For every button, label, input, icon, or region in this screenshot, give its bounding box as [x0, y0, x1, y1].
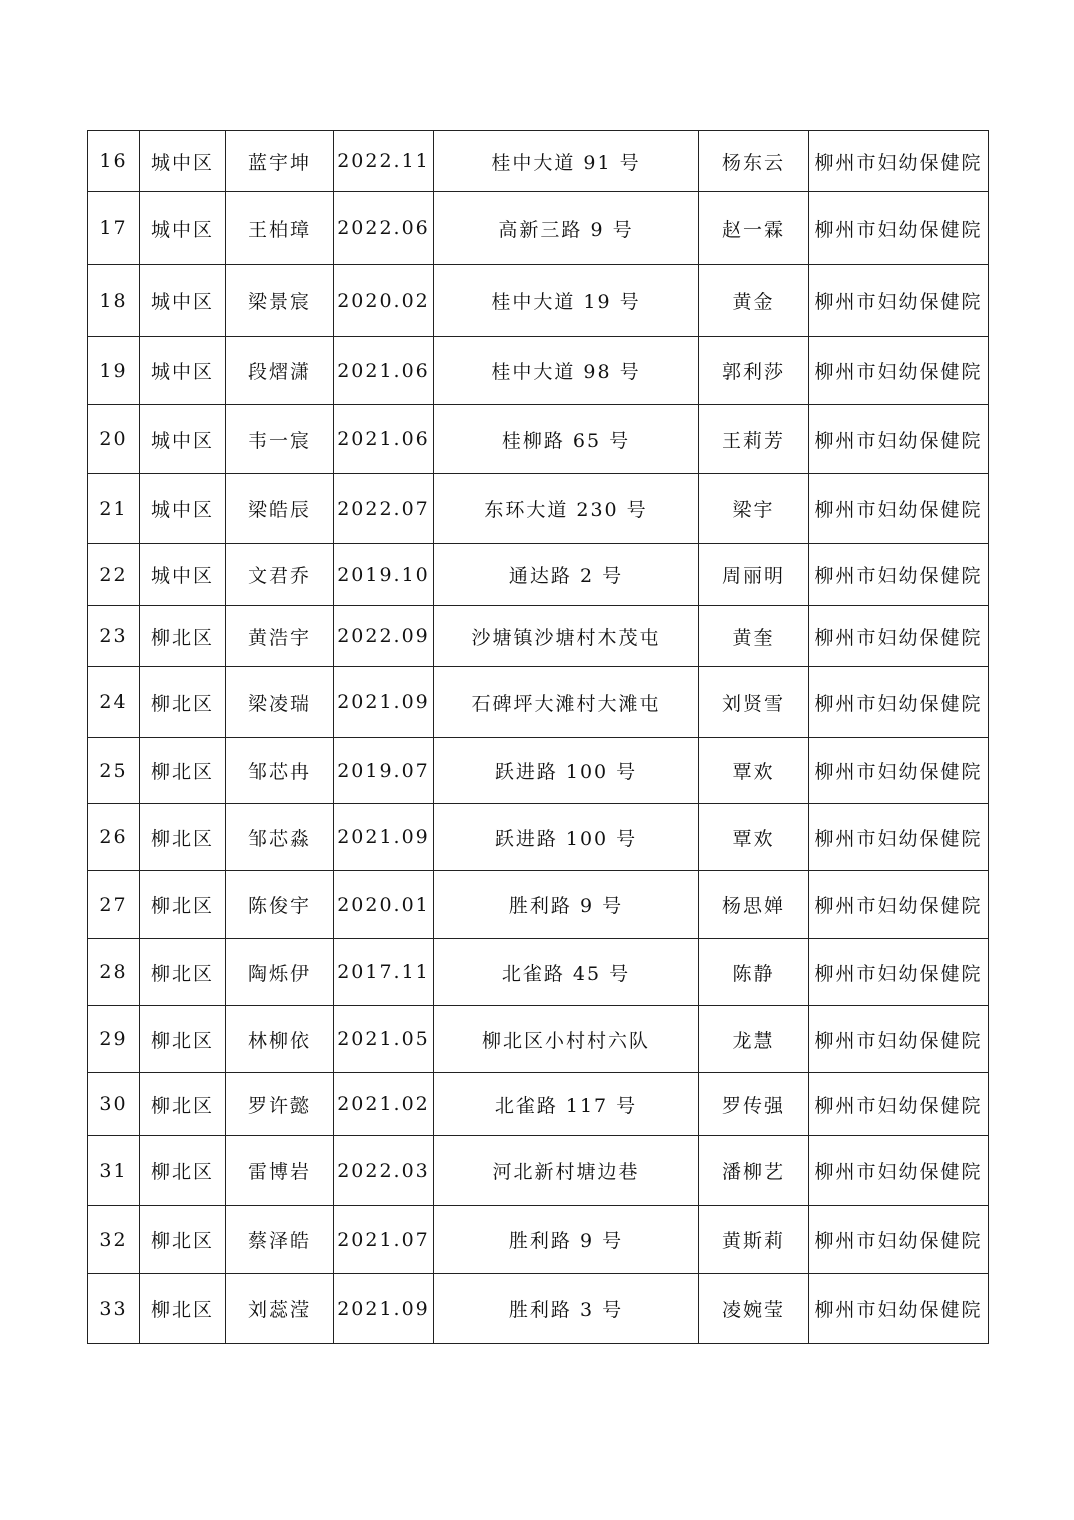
district-cell: 城中区 — [140, 405, 226, 474]
hospital-cell: 柳州市妇幼保健院 — [809, 544, 989, 606]
address-cell: 石碑坪大滩村大滩屯 — [434, 667, 699, 738]
date-cell: 2021.06 — [334, 405, 434, 474]
table-row — [88, 337, 989, 405]
guardian-cell: 罗传强 — [699, 1073, 809, 1136]
district-cell: 城中区 — [140, 544, 226, 606]
date-cell: 2021.09 — [334, 1274, 434, 1344]
address-cell: 跃进路 100 号 — [434, 804, 699, 871]
district-cell: 柳北区 — [140, 1006, 226, 1073]
district-cell: 城中区 — [140, 337, 226, 405]
row-number: 30 — [88, 1073, 140, 1136]
row-number: 29 — [88, 1006, 140, 1073]
address-cell: 胜利路 9 号 — [434, 871, 699, 939]
guardian-cell: 凌婉莹 — [699, 1274, 809, 1344]
table-row — [88, 1073, 989, 1136]
hospital-cell: 柳州市妇幼保健院 — [809, 337, 989, 405]
address-cell: 桂柳路 65 号 — [434, 405, 699, 474]
table-row — [88, 1136, 989, 1206]
hospital-cell: 柳州市妇幼保健院 — [809, 1274, 989, 1344]
hospital-cell: 柳州市妇幼保健院 — [809, 1206, 989, 1274]
name-cell: 梁皓辰 — [226, 474, 334, 544]
hospital-cell: 柳州市妇幼保健院 — [809, 871, 989, 939]
date-cell: 2021.05 — [334, 1006, 434, 1073]
hospital-cell: 柳州市妇幼保健院 — [809, 738, 989, 804]
guardian-cell: 潘柳艺 — [699, 1136, 809, 1206]
name-cell: 雷博岩 — [226, 1136, 334, 1206]
address-cell: 跃进路 100 号 — [434, 738, 699, 804]
name-cell: 黄浩宇 — [226, 606, 334, 667]
guardian-cell: 郭利莎 — [699, 337, 809, 405]
row-number: 18 — [88, 265, 140, 337]
hospital-cell: 柳州市妇幼保健院 — [809, 131, 989, 192]
table-row — [88, 544, 989, 606]
table-row — [88, 192, 989, 265]
table-row — [88, 738, 989, 804]
table-row — [88, 131, 989, 192]
name-cell: 邹芯淼 — [226, 804, 334, 871]
hospital-cell: 柳州市妇幼保健院 — [809, 192, 989, 265]
date-cell: 2019.10 — [334, 544, 434, 606]
date-cell: 2022.06 — [334, 192, 434, 265]
guardian-cell: 刘贤雪 — [699, 667, 809, 738]
row-number: 24 — [88, 667, 140, 738]
name-cell: 梁景宸 — [226, 265, 334, 337]
date-cell: 2022.03 — [334, 1136, 434, 1206]
guardian-cell: 赵一霖 — [699, 192, 809, 265]
name-cell: 韦一宸 — [226, 405, 334, 474]
address-cell: 东环大道 230 号 — [434, 474, 699, 544]
name-cell: 王柏璋 — [226, 192, 334, 265]
guardian-cell: 周丽明 — [699, 544, 809, 606]
date-cell: 2021.07 — [334, 1206, 434, 1274]
table-row — [88, 606, 989, 667]
date-cell: 2022.07 — [334, 474, 434, 544]
row-number: 23 — [88, 606, 140, 667]
guardian-cell: 梁宇 — [699, 474, 809, 544]
roster-body — [88, 131, 989, 1344]
row-number: 17 — [88, 192, 140, 265]
name-cell: 段熠潇 — [226, 337, 334, 405]
table-row — [88, 265, 989, 337]
hospital-cell: 柳州市妇幼保健院 — [809, 265, 989, 337]
hospital-cell: 柳州市妇幼保健院 — [809, 804, 989, 871]
district-cell: 城中区 — [140, 474, 226, 544]
date-cell: 2021.09 — [334, 804, 434, 871]
address-cell: 桂中大道 91 号 — [434, 131, 699, 192]
hospital-cell: 柳州市妇幼保健院 — [809, 939, 989, 1006]
table-row — [88, 939, 989, 1006]
table-row — [88, 804, 989, 871]
row-number: 16 — [88, 131, 140, 192]
hospital-cell: 柳州市妇幼保健院 — [809, 1006, 989, 1073]
guardian-cell: 杨东云 — [699, 131, 809, 192]
row-number: 27 — [88, 871, 140, 939]
name-cell: 罗许懿 — [226, 1073, 334, 1136]
guardian-cell: 杨思婵 — [699, 871, 809, 939]
address-cell: 北雀路 45 号 — [434, 939, 699, 1006]
row-number: 21 — [88, 474, 140, 544]
row-number: 32 — [88, 1206, 140, 1274]
table-row — [88, 1274, 989, 1344]
row-number: 19 — [88, 337, 140, 405]
guardian-cell: 陈静 — [699, 939, 809, 1006]
hospital-cell: 柳州市妇幼保健院 — [809, 474, 989, 544]
table-row — [88, 667, 989, 738]
address-cell: 胜利路 3 号 — [434, 1274, 699, 1344]
name-cell: 梁凌瑞 — [226, 667, 334, 738]
address-cell: 桂中大道 98 号 — [434, 337, 699, 405]
date-cell: 2020.01 — [334, 871, 434, 939]
district-cell: 柳北区 — [140, 804, 226, 871]
date-cell: 2021.06 — [334, 337, 434, 405]
district-cell: 柳北区 — [140, 939, 226, 1006]
table-row — [88, 474, 989, 544]
date-cell: 2021.09 — [334, 667, 434, 738]
address-cell: 胜利路 9 号 — [434, 1206, 699, 1274]
address-cell: 柳北区小村村六队 — [434, 1006, 699, 1073]
district-cell: 柳北区 — [140, 1136, 226, 1206]
roster-table — [87, 130, 989, 1344]
hospital-cell: 柳州市妇幼保健院 — [809, 1136, 989, 1206]
name-cell: 蓝宇坤 — [226, 131, 334, 192]
guardian-cell: 黄金 — [699, 265, 809, 337]
address-cell: 北雀路 117 号 — [434, 1073, 699, 1136]
row-number: 25 — [88, 738, 140, 804]
row-number: 22 — [88, 544, 140, 606]
table-row — [88, 1006, 989, 1073]
hospital-cell: 柳州市妇幼保健院 — [809, 667, 989, 738]
date-cell: 2021.02 — [334, 1073, 434, 1136]
address-cell: 高新三路 9 号 — [434, 192, 699, 265]
date-cell: 2019.07 — [334, 738, 434, 804]
name-cell: 蔡泽皓 — [226, 1206, 334, 1274]
hospital-cell: 柳州市妇幼保健院 — [809, 606, 989, 667]
name-cell: 陶烁伊 — [226, 939, 334, 1006]
date-cell: 2017.11 — [334, 939, 434, 1006]
district-cell: 城中区 — [140, 131, 226, 192]
name-cell: 林柳依 — [226, 1006, 334, 1073]
district-cell: 柳北区 — [140, 667, 226, 738]
guardian-cell: 黄斯莉 — [699, 1206, 809, 1274]
district-cell: 柳北区 — [140, 871, 226, 939]
guardian-cell: 覃欢 — [699, 738, 809, 804]
row-number: 28 — [88, 939, 140, 1006]
district-cell: 城中区 — [140, 192, 226, 265]
address-cell: 河北新村塘边巷 — [434, 1136, 699, 1206]
table-row — [88, 1206, 989, 1274]
date-cell: 2022.11 — [334, 131, 434, 192]
row-number: 20 — [88, 405, 140, 474]
table-row — [88, 871, 989, 939]
address-cell: 通达路 2 号 — [434, 544, 699, 606]
district-cell: 柳北区 — [140, 1073, 226, 1136]
district-cell: 城中区 — [140, 265, 226, 337]
hospital-cell: 柳州市妇幼保健院 — [809, 405, 989, 474]
row-number: 33 — [88, 1274, 140, 1344]
name-cell: 文君乔 — [226, 544, 334, 606]
name-cell: 陈俊宇 — [226, 871, 334, 939]
row-number: 31 — [88, 1136, 140, 1206]
guardian-cell: 黄奎 — [699, 606, 809, 667]
date-cell: 2020.02 — [334, 265, 434, 337]
guardian-cell: 龙慧 — [699, 1006, 809, 1073]
table-row — [88, 405, 989, 474]
name-cell: 邹芯冉 — [226, 738, 334, 804]
guardian-cell: 王莉芳 — [699, 405, 809, 474]
district-cell: 柳北区 — [140, 606, 226, 667]
district-cell: 柳北区 — [140, 1274, 226, 1344]
row-number: 26 — [88, 804, 140, 871]
name-cell: 刘蕊滢 — [226, 1274, 334, 1344]
hospital-cell: 柳州市妇幼保健院 — [809, 1073, 989, 1136]
district-cell: 柳北区 — [140, 738, 226, 804]
address-cell: 桂中大道 19 号 — [434, 265, 699, 337]
district-cell: 柳北区 — [140, 1206, 226, 1274]
address-cell: 沙塘镇沙塘村木茂屯 — [434, 606, 699, 667]
guardian-cell: 覃欢 — [699, 804, 809, 871]
date-cell: 2022.09 — [334, 606, 434, 667]
